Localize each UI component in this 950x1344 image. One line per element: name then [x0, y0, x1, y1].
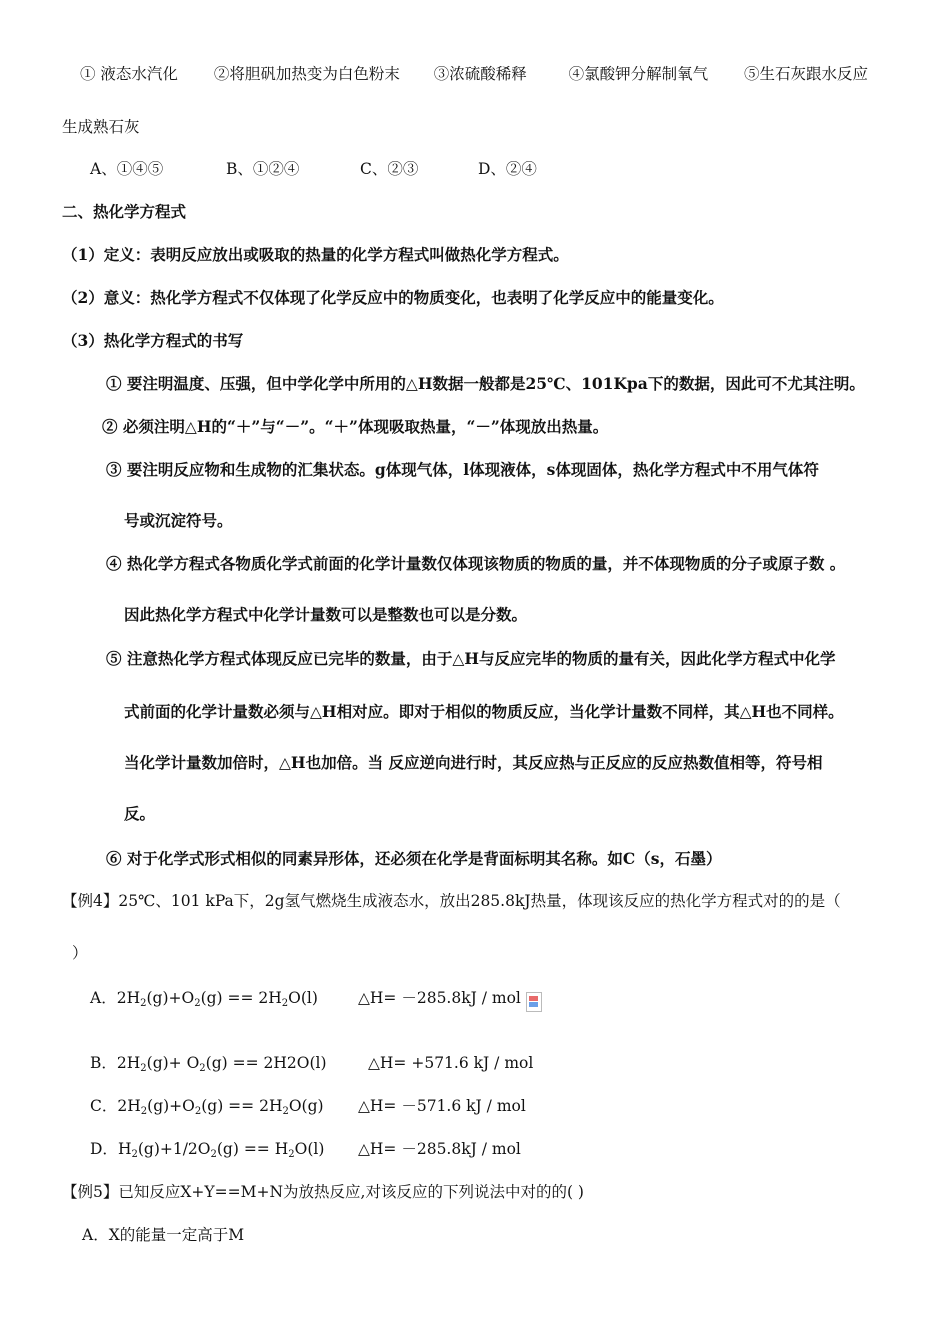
- example-4-stem-end: ）: [72, 944, 88, 962]
- item-2: ②将胆矾加热变为白色粉末: [213, 65, 400, 83]
- rule-1: ① 要注明温度、压强，但中学化学中所用的△H数据一般都是25℃、101Kpa下的数据，因此可不尤其注明。: [106, 374, 865, 393]
- writing-rules-heading: （3）热化学方程式的书写: [62, 331, 244, 350]
- rule-4: ④ 热化学方程式各物质化学式前面的化学计量数仅体现该物质的物质的量，并不体现物质的分子或原子数 。: [106, 554, 846, 573]
- rule-6: ⑥ 对于化学式形式相似的同素异形体，还必须在化学是背面标明其名称。如C（s，石墨）: [106, 849, 722, 868]
- example-4-option-c-dh: △H= －571.6 kJ / mol: [358, 1097, 526, 1115]
- example-4-option-a: A．$2H_2(g)+O_2(g) == 2H_2O(l)$: [90, 989, 318, 1009]
- item-5: ⑤生石灰跟水反应: [743, 65, 868, 83]
- rule-3: ③ 要注明反应物和生成物的汇集状态。g体现气体，l体现液体，s体现固体，热化学方程式中不用气体符: [106, 460, 819, 479]
- rule-5-line-2: 式前面的化学计量数必须与△H相对应。即对于相似的物质反应，当化学计量数不同样，其△H也不同样。: [124, 702, 844, 721]
- question-items-line: [80, 63, 868, 85]
- section-title: 二、热化学方程式: [62, 202, 187, 221]
- option-c: C、②③: [360, 160, 419, 178]
- broken-image-icon: [526, 992, 542, 1012]
- rule-5-line-4: 反。: [124, 804, 156, 823]
- meaning-paragraph: （2）意义：热化学方程式不仅体现了化学反应中的物质变化，也表明了化学反应中的能量变化。: [62, 288, 724, 307]
- rule-3-continuation: 号或沉淀符号。: [124, 511, 233, 530]
- example-4-option-b-dh: △H= +571.6 kJ / mol: [368, 1054, 534, 1072]
- example-4-option-d-dh: △H= －285.8kJ / mol: [358, 1140, 521, 1158]
- item-4: ④氯酸钾分解制氧气: [568, 65, 709, 83]
- answer-options: [90, 158, 537, 180]
- rule-2: ② 必须注明△H的“＋”与“－”。“＋”体现吸取热量，“－”体现放出热量。: [102, 417, 609, 436]
- option-a: A、①④⑤: [90, 160, 164, 178]
- item-1: ① 液态水汽化: [80, 65, 178, 83]
- item-3: ③浓硫酸稀释: [433, 65, 527, 83]
- rule-4-continuation: 因此热化学方程式中化学计量数可以是整数也可以是分数。: [124, 605, 528, 624]
- definition-paragraph: （1）定义：表明反应放出或吸取的热量的化学方程式叫做热化学方程式。: [62, 245, 569, 264]
- example-4-option-d: D．$H_2(g)+1/2O_2(g) == H_2O(l)$: [90, 1140, 325, 1160]
- example-4-option-b: B．$2H_2(g)+ O_2(g) == 2H2O(l)$: [90, 1054, 327, 1074]
- example-4-option-c: C．$2H_2(g)+O_2(g) == 2H_2O(g)$: [90, 1097, 324, 1117]
- example-5-option-a: A．X的能量一定高于M: [82, 1226, 245, 1244]
- rule-5-line-3: 当化学计量数加倍时，△H也加倍。当 反应逆向进行时，其反应热与正反应的反应热数值相等，符号相: [124, 753, 823, 772]
- option-d: D、②④: [478, 160, 537, 178]
- example-5-stem: 【例5】已知反应X+Y==M+N为放热反应,对该反应的下列说法中对的的( ): [62, 1183, 584, 1201]
- rule-5: ⑤ 注意热化学方程式体现反应已完毕的数量，由于△H与反应完毕的物质的量有关，因此化学方程式中化学: [106, 649, 836, 668]
- item-5-continuation: 生成熟石灰: [62, 118, 140, 136]
- example-4-stem: 【例4】25℃、101 kPa下，2g氢气燃烧生成液态水，放出285.8kJ热量，体现该反应的热化学方程式对的的是（: [62, 892, 841, 910]
- example-4-option-a-dh: △H= －285.8kJ / mol: [358, 989, 521, 1007]
- option-b: B、①②④: [226, 160, 300, 178]
